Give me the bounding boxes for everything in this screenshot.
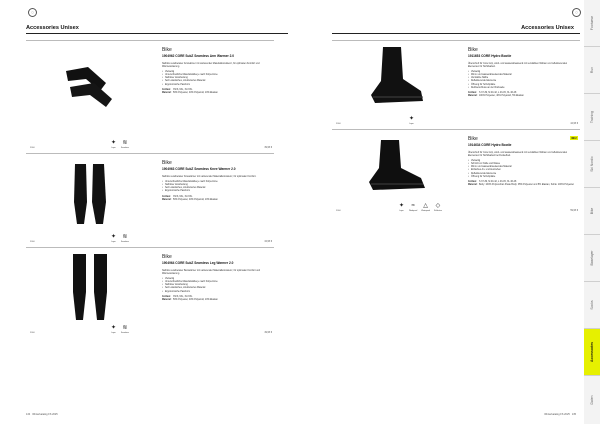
product-title: 1904962 CORE SubZ Seamless Arm Warmer 2.0 <box>162 53 235 58</box>
windproof-icon: ≈ <box>411 202 415 209</box>
page-number: 134 <box>26 413 31 416</box>
product-card-leg-warmer[interactable] <box>26 247 274 337</box>
feature-icons <box>110 140 129 150</box>
feature-list <box>162 181 272 193</box>
feature-waterproof: △ Waterproof <box>421 202 431 212</box>
feature-item: • Nahtlose Verarbeitung <box>162 184 272 187</box>
color-code: 9900 <box>336 123 341 125</box>
spec-sizes: Größen: XS/S, M/L, XL/XXL <box>162 195 193 198</box>
feature-item: • Unterschiedliche Materialstärke je nach Körperzone <box>162 281 272 284</box>
layer-icon: ✦ <box>398 202 405 209</box>
feature-item: • Sehr elastisches, strukturiertes Material <box>162 80 272 83</box>
feature-item: • Nahtlose Verarbeitung <box>162 284 272 287</box>
layer-icon: ✦ <box>408 115 415 122</box>
product-info <box>162 254 272 337</box>
feature-seamless: ≋ Seamless <box>121 233 129 243</box>
page-footer <box>544 413 576 416</box>
product-title: 1904964 CORE SubZ Seamless Leg Warmer 2.0 <box>162 260 234 265</box>
color-code: 9900 <box>30 147 35 149</box>
feature-item: • Vielseitig <box>162 71 272 74</box>
product-title: 1911653 CORE Hydro Bootie <box>468 53 512 58</box>
seamless-icon: ≋ <box>122 139 128 146</box>
product-info <box>468 47 578 128</box>
product-image-area <box>26 154 154 246</box>
feature-list <box>468 71 578 90</box>
feature-item: • Ergonomische Passform <box>162 190 272 193</box>
spec-sizes: Größen: XS/S, M/L, XL/XXL <box>162 89 193 92</box>
feature-item: • Reflektierende Elemente <box>468 80 578 83</box>
footer-label: Winterkatalog FS 2025 <box>544 413 570 416</box>
feature-item: • Ergonomische Passform <box>162 291 272 294</box>
section-title: Accessories Unisex <box>521 25 574 31</box>
feature-item: • Unterschiedliche Materialstärke je nach Körperzone <box>162 74 272 77</box>
product-price: 39,95 € <box>264 147 272 149</box>
feature-icons <box>408 116 415 126</box>
spec-material: Material: 100% Polyester, 40% Polyamid, 5% Elastan <box>468 95 524 98</box>
brand-logo: ◯ <box>28 8 37 17</box>
new-badge: NEU <box>571 136 577 140</box>
color-code: 9900 <box>30 241 35 243</box>
feature-item: • Einfaches An- und Ausziehen <box>468 169 578 172</box>
feature-item: • Wind- und wasserabweisendes Material <box>468 74 578 77</box>
tab-footwear[interactable]: Footwear <box>584 0 600 47</box>
layer-icon: ✦ <box>110 139 117 146</box>
feature-item: • Vielseitig <box>162 278 272 281</box>
feature-item: • Sehr elastisches, strukturiertes Material <box>162 187 272 190</box>
color-code: 9900 <box>30 332 35 334</box>
feature-icons <box>110 325 129 335</box>
product-image-area <box>26 41 154 152</box>
feature-item: • Vielseitig <box>468 160 578 163</box>
spec-table <box>468 92 578 98</box>
feature-list <box>162 278 272 293</box>
product-description: Nahtlos verarbeiteter Beinwärmer mit variierender Materialkonsistenz, für optimalen Komfort und Wärmeisolierung. <box>162 269 261 275</box>
feature-item: • Schützt vor Kälte und Nässe <box>468 163 578 166</box>
product-description: Überschuh für Core Grip, wind- und wasserabweisend mit verstärkten Nähten und reflektierenden Elementen für Sichtbarkeit. <box>468 62 568 68</box>
right-page <box>298 0 582 424</box>
feature-seamless: ≋ Seamless <box>121 324 129 334</box>
spec-table <box>162 196 272 202</box>
product-category: Bike <box>162 160 172 166</box>
product-card-hydro-bootie-new[interactable] <box>332 129 580 215</box>
tab-ski-nordic[interactable]: Ski Nordic <box>584 141 600 188</box>
feature-windproof: ≈ Windproof <box>409 202 418 212</box>
feature-item: • Öffnung für Schuhplatte <box>468 84 578 87</box>
layer-icon: ✦ <box>110 324 117 331</box>
product-card-knee-warmer[interactable] <box>26 153 274 246</box>
spec-material: Material: 50% Polyester, 40% Polyamid, 10% Elastan <box>162 92 218 95</box>
feature-item: • Nahtlose Verarbeitung <box>162 77 272 80</box>
feature-icons <box>110 234 129 244</box>
feature-layer: ✦ Layer <box>110 139 117 149</box>
leg-warmer-image <box>68 252 112 322</box>
tab-baselayer[interactable]: Baselayer <box>584 235 600 282</box>
spec-sizes: Größen: S 37-39, M 40-42, L 43-45, XL 46-48 <box>468 92 517 95</box>
product-card-arm-warmer[interactable] <box>26 40 274 152</box>
product-description: Nahtlos verarbeiteter Armwärmer mit variierender Materialkonsistenz, für optimalen Komfort und Wärmeisolierung. <box>162 62 260 68</box>
feature-seamless: ≋ Seamless <box>121 139 129 149</box>
seamless-icon: ≋ <box>122 324 128 331</box>
feature-item: • Vielseitig <box>468 71 578 74</box>
tab-accessories[interactable]: Accessories <box>584 329 600 376</box>
feature-layer: ✦ Layer <box>398 202 405 212</box>
product-description: Überschuh für Core Grip, wind- und wasserabweisend mit verstärkten Nähten und reflektierenden Elementen für Sichtbarkeit bei Dunkelheit. <box>468 151 568 157</box>
tab-training[interactable]: Training <box>584 94 600 141</box>
product-description: Nahtlos verarbeiteter Kniewärmer mit variierender Materialkonsistenz, für optimalen Komfort. <box>162 175 257 178</box>
tab-bike[interactable]: Bike <box>584 188 600 235</box>
feature-item: • Reflektierende Elemente <box>468 173 578 176</box>
product-category: Bike <box>162 47 172 53</box>
seamless-icon: ≋ <box>122 233 128 240</box>
footer-label: Winterkatalog FS 2025 <box>32 413 58 416</box>
feature-item: • Sehr elastisches, strukturiertes Material <box>162 287 272 290</box>
feature-layer: ✦ Layer <box>110 233 117 243</box>
product-price: 44,95 € <box>570 123 578 125</box>
product-info <box>468 136 578 215</box>
product-info <box>162 160 272 246</box>
feature-item: • Reißverschluss an der Rückseite <box>468 87 578 90</box>
arm-warmer-image <box>60 61 120 111</box>
knee-warmer-image <box>70 162 110 228</box>
product-title: 1904963 CORE SubZ Seamless Knee Warmer 2.0 <box>162 166 236 171</box>
tab-socks[interactable]: Socks <box>584 282 600 329</box>
bootie-image <box>363 138 429 198</box>
product-price: 34,95 € <box>264 241 272 243</box>
feature-reflective: ◇ Reflective <box>434 202 442 212</box>
feature-list <box>468 160 578 179</box>
feature-list <box>162 71 272 86</box>
feature-layer: ✦ Layer <box>110 324 117 334</box>
tab-daten[interactable]: Daten <box>590 395 594 405</box>
spec-table <box>162 296 272 302</box>
tab-run[interactable]: Run <box>584 47 600 94</box>
section-divider <box>26 33 288 34</box>
product-price: 59,95 € <box>570 210 578 212</box>
feature-layer: ✦ Layer <box>408 115 415 125</box>
spec-sizes: Größen: S 37-39, M 40-42, L 43-45, XL 46-48 <box>468 181 517 184</box>
brand-logo: ◯ <box>572 8 581 17</box>
product-card-hydro-bootie[interactable] <box>332 40 580 128</box>
product-price: 49,95 € <box>264 332 272 334</box>
section-divider <box>332 33 580 34</box>
waterproof-icon: △ <box>423 202 428 209</box>
page-footer <box>26 413 58 416</box>
spec-material: Material: Body: 100% Polyurethan Paste Body: 95% Polyester und 5% Elastan, Sohle: 100% Polyester <box>468 184 574 187</box>
feature-item: • Ergonomische Passform <box>162 84 272 87</box>
spec-table <box>162 89 272 95</box>
page-number: 135 <box>571 413 576 416</box>
category-side-tabs <box>584 0 600 424</box>
product-image-area <box>26 248 154 337</box>
product-category: Bike <box>468 136 478 142</box>
feature-icons <box>398 203 442 213</box>
spec-sizes: Größen: XS/S, M/L, XL/XXL <box>162 296 193 299</box>
product-category: Bike <box>468 47 478 53</box>
product-image-area <box>332 130 460 215</box>
product-title: 1914634 CORE Hydro Bootie <box>468 142 512 147</box>
product-category: Bike <box>162 254 172 260</box>
color-code: 9900 <box>336 210 341 212</box>
layer-icon: ✦ <box>110 233 117 240</box>
spec-material: Material: 50% Polyester, 40% Polyamid, 10% Elastan <box>162 299 218 302</box>
section-title: Accessories Unisex <box>26 25 79 31</box>
feature-item: • Verstärkte Nähte <box>468 77 578 80</box>
feature-item: • Wind- und wasserabweisendes Material <box>468 166 578 169</box>
feature-item: • Öffnung für Schuhplatte <box>468 176 578 179</box>
spec-table <box>468 181 578 187</box>
spec-material: Material: 50% Polyester, 40% Polyamid, 10% Elastan <box>162 199 218 202</box>
left-page <box>0 0 294 424</box>
product-image-area <box>332 41 460 128</box>
product-info <box>162 47 272 152</box>
bootie-image <box>365 45 427 111</box>
reflective-icon: ◇ <box>435 202 441 209</box>
feature-item: • Unterschiedliche Materialstärke je nach Körperzone <box>162 181 272 184</box>
